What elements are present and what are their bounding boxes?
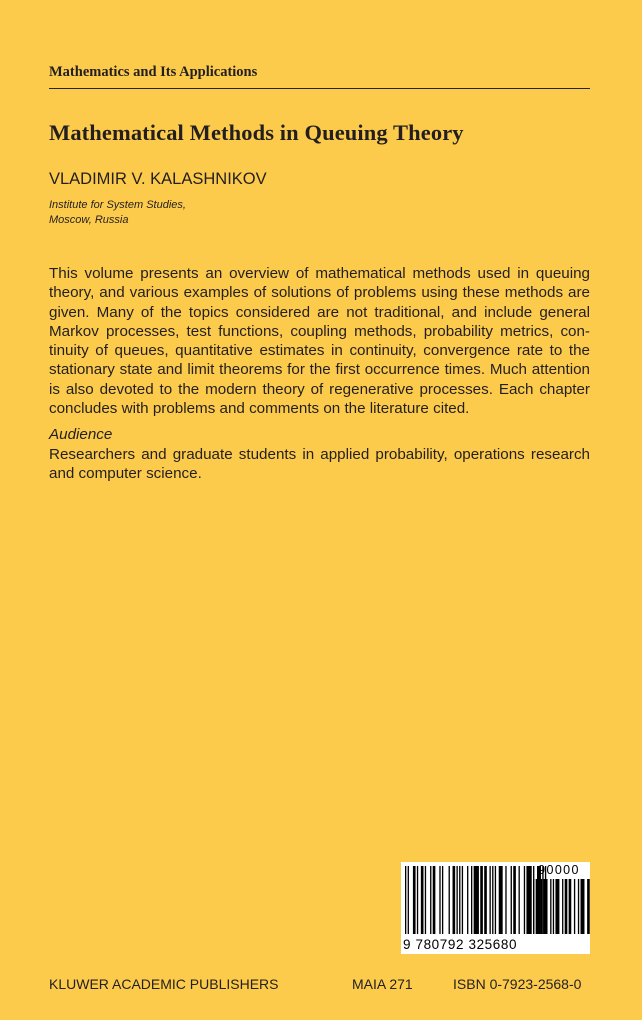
book-title: Mathematical Methods in Queuing Theory [49, 120, 464, 145]
barcode-addon-bar [581, 879, 585, 934]
description-line: tinuity of queues, quantitative estimates in continuity, convergence rate to the [49, 342, 590, 360]
barcode-bar [433, 866, 436, 934]
barcode-bar [430, 866, 431, 934]
barcode-digits: 9 780792 325680 [403, 937, 518, 952]
barcode-bar [495, 866, 496, 934]
barcode-bar [484, 866, 487, 934]
barcode-bar [471, 866, 472, 934]
audience-line: Researchers and graduate students in applied probability, operations research [49, 446, 590, 463]
barcode-bar [459, 866, 460, 934]
barcode-bar [425, 866, 426, 934]
barcode-bar [513, 866, 516, 934]
barcode-bar [474, 866, 479, 934]
barcode-bar [519, 866, 520, 934]
barcode-addon-bar [533, 879, 534, 934]
barcode-bar [480, 866, 483, 934]
barcode-bar [524, 866, 525, 934]
barcode-addon-bar [536, 879, 539, 934]
barcode-bar [492, 866, 493, 934]
barcode-bar [439, 866, 440, 934]
barcode-bar [453, 866, 456, 934]
audience-heading: Audience [49, 426, 113, 443]
isbn-number: ISBN 0-7923-2568-0 [453, 976, 582, 992]
author-affiliation-line-2: Moscow, Russia [49, 214, 129, 226]
barcode-bar [462, 866, 463, 934]
barcode-bar [456, 866, 457, 934]
description-line: is also devoted to the modern theory of regenerative processes. Each chapter [49, 380, 590, 398]
author-affiliation-line-1: Institute for System Studies, [49, 199, 186, 211]
barcode-bar [511, 866, 512, 934]
barcode-addon-bar [555, 879, 559, 934]
barcode-addon-digits: 90000 [538, 863, 580, 877]
barcode-bar [499, 866, 503, 934]
barcode-addon-bar [578, 879, 579, 934]
description-line: concludes with problems and comments on the literature cited. [49, 400, 470, 418]
barcode-addon-bar [550, 879, 551, 934]
author-name: VLADIMIR V. KALASHNIKOV [49, 170, 267, 188]
book-description [49, 264, 590, 418]
description-line: stationary state and limit theorems for the first occurrence times. Much attention [49, 361, 590, 379]
barcode-bar [405, 866, 406, 934]
series-divider [49, 88, 590, 89]
audience-text [49, 445, 590, 484]
barcode-bar [489, 866, 490, 934]
barcode-bar [417, 866, 418, 934]
audience-line: and computer science. [49, 465, 202, 483]
barcode-bar [413, 866, 416, 934]
publisher-name: KLUWER ACADEMIC PUBLISHERS [49, 976, 279, 992]
description-line: Markov processes, test functions, coupling methods, probability metrics, con- [49, 322, 590, 340]
barcode-addon-bar [553, 879, 554, 934]
barcode-addon-bar [562, 879, 563, 934]
barcode-addon-bar [544, 879, 548, 934]
barcode-addon-bar [587, 879, 590, 934]
series-name: Mathematics and Its Applications [49, 64, 258, 80]
barcode-addon-bar [565, 879, 568, 934]
barcode-bar [421, 866, 424, 934]
barcode-addon-bar [574, 879, 575, 934]
barcode-addon-bar [541, 879, 542, 934]
barcode-bar [408, 866, 409, 934]
barcode-bar [505, 866, 506, 934]
isbn-barcode [401, 862, 590, 954]
barcode-bar [467, 866, 468, 934]
series-code: MAIA 271 [352, 976, 413, 992]
barcode-addon-bar [569, 879, 572, 934]
barcode-bar [449, 866, 450, 934]
description-line: This volume presents an overview of mathematical methods used in queuing [49, 265, 590, 282]
description-line: theory, and various examples of solutions of problems using these methods are [49, 284, 590, 302]
description-line: given. Many of the topics considered are not traditional, and include general [49, 303, 590, 321]
barcode-bar [442, 866, 443, 934]
